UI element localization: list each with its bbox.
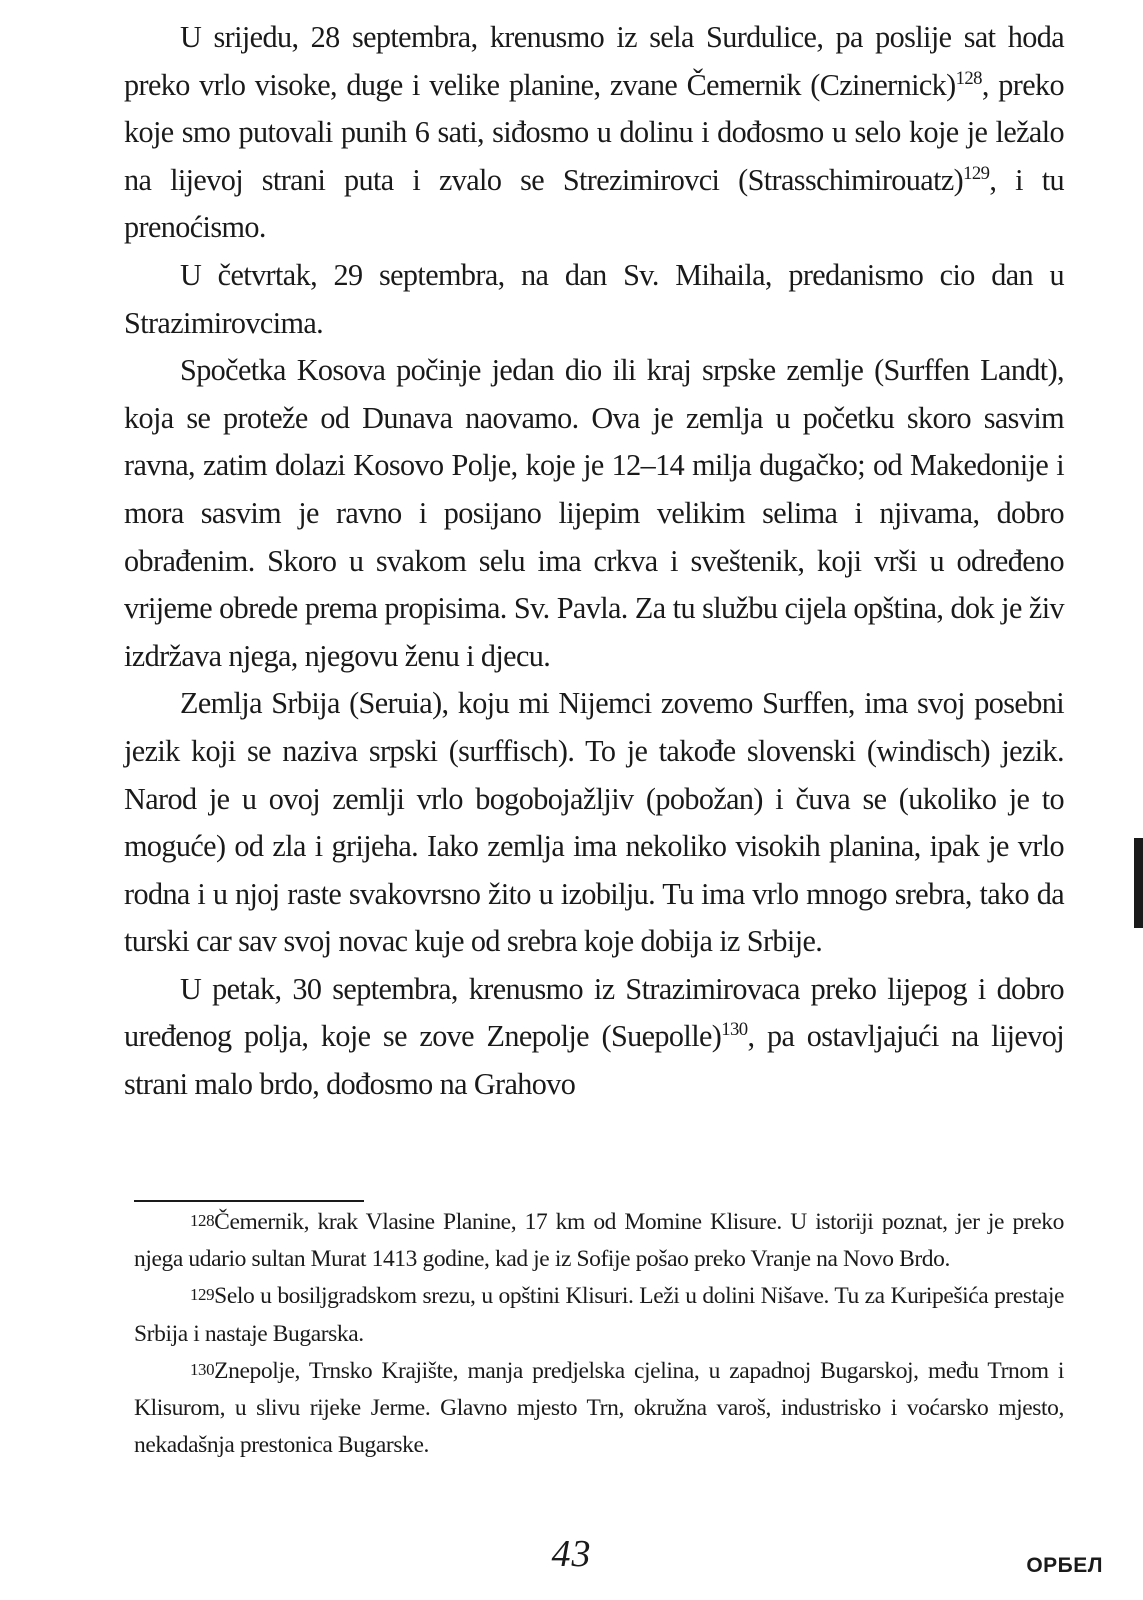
paragraph-text: U petak, 30 septembra, krenusmo iz Strazimirovaca preko lijepog i dobro uređenog polja, koje se zove Znepolje (Suepolle) (124, 971, 1064, 1054)
paragraph-text: , preko koje smo putovali punih 6 sati, siđosmo u dolinu i dođosmo u selo koje je ležalo na lijevoj strani puta i zvalo se Strezimirovci (Strasschimirouatz) (124, 67, 1064, 197)
footnotes (134, 1204, 1064, 1464)
publisher-logo: ОРБЕЛ (1026, 1554, 1103, 1577)
paragraph-text: Zemlja Srbija (Seruia), koju mi Nijemci zovemo Surffen, ima svoj posebni jezik koji se naziva srpski (surffisch). To je takođe slovenski (windisch) jezik. Narod je u ovoj zemlji vrlo bogobojažljiv (pobožan) i čuva se (ukoliko je to moguće) od zla i grijeha. Iako zemlja ima nekoliko visokih planina, ipak je vrlo rodna i u njoj raste svakovrsno žito u izobilju. Tu ima vrlo mnogo srebra, tako da turski car sav svoj novac kuje od srebra koje dobija iz Srbije. (124, 686, 1064, 959)
footnote-130 (134, 1353, 1064, 1465)
paragraph-text: U četvrtak, 29 septembra, na dan Sv. Mihaila, predanismo cio dan u Strazimirovcima. (124, 257, 1064, 340)
paragraph-3 (124, 347, 1064, 680)
footnote-ref-128[interactable]: 128 (955, 67, 982, 89)
paragraph-text: Spočetka Kosova počinje jedan dio ili kraj srpske zemlje (Surffen Landt), koja se proteže od Dunava naovamo. Ova je zemlja u početku skoro sasvim ravna, zatim dolazi Kosovo Polje, koje je 12–14 milja dugačko; od Makedonije i mora sasvim je ravno i posijano lijepim velikim selima i njivama, dobro obrađenim. Skoro u svakom selu ima crkva i sveštenik, koji vrši u određeno vrijeme obrede prema propisima. Sv. Pavla. Za tu službu cijela opština, dok je živ izdržava njega, njegovu ženu i djecu. (124, 353, 1064, 673)
paragraph-text: , pa ostavljajući na lijevoj strani malo brdo, dođosmo na Grahovo (124, 1019, 1065, 1102)
paragraph-1 (124, 14, 1064, 252)
footnote-number: 128 (190, 1211, 215, 1230)
paragraph-text: , i tu prenoćismo. (124, 162, 1064, 245)
footnote-128 (134, 1204, 1064, 1278)
paragraph-text: U srijedu, 28 septembra, krenusmo iz sela Surdulice, pa poslije sat hoda preko vrlo visoke, duge i velike planine, zvane Čemernik (Czinernick) (124, 20, 1064, 102)
footnote-ref-129[interactable]: 129 (963, 162, 990, 184)
footnote-text: Znepolje, Trnsko Krajište, manja predjelska cjelina, u zapadnoj Bugarskoj, među Trnom i Klisurom, u slivu rijeke Jerme. Glavno mjesto Trn, okružna varoš, industrisko i voćarsko mjesto, nekadašnja prestonica Bugarske. (134, 1357, 1064, 1459)
footnote-number: 129 (190, 1285, 215, 1305)
footnote-text: Selo u bosiljgradskom srezu, u opštini Klisuri. Leži u dolini Nišave. Tu za Kuripešića prestaje Srbija i nastaje Bugarska. (134, 1283, 1064, 1347)
paragraph-2 (124, 252, 1064, 347)
footnote-129 (134, 1278, 1064, 1352)
footnote-text: Čemernik, krak Vlasine Planine, 17 km od Momine Klisure. U istoriji poznat, jer je preko njega udario sultan Murat 1413 godine, kad je iz Sofije pošao preko Vranje na Novo Brdo. (134, 1209, 1064, 1273)
paragraph-4 (124, 680, 1064, 966)
footnote-divider (134, 1200, 364, 1202)
paragraph-5 (124, 966, 1064, 1109)
scan-edge-mark (1134, 838, 1143, 928)
page-number: 43 (551, 1533, 592, 1575)
main-text (124, 14, 1064, 1109)
footnote-number: 130 (190, 1359, 215, 1379)
footnote-ref-130[interactable]: 130 (721, 1019, 748, 1041)
